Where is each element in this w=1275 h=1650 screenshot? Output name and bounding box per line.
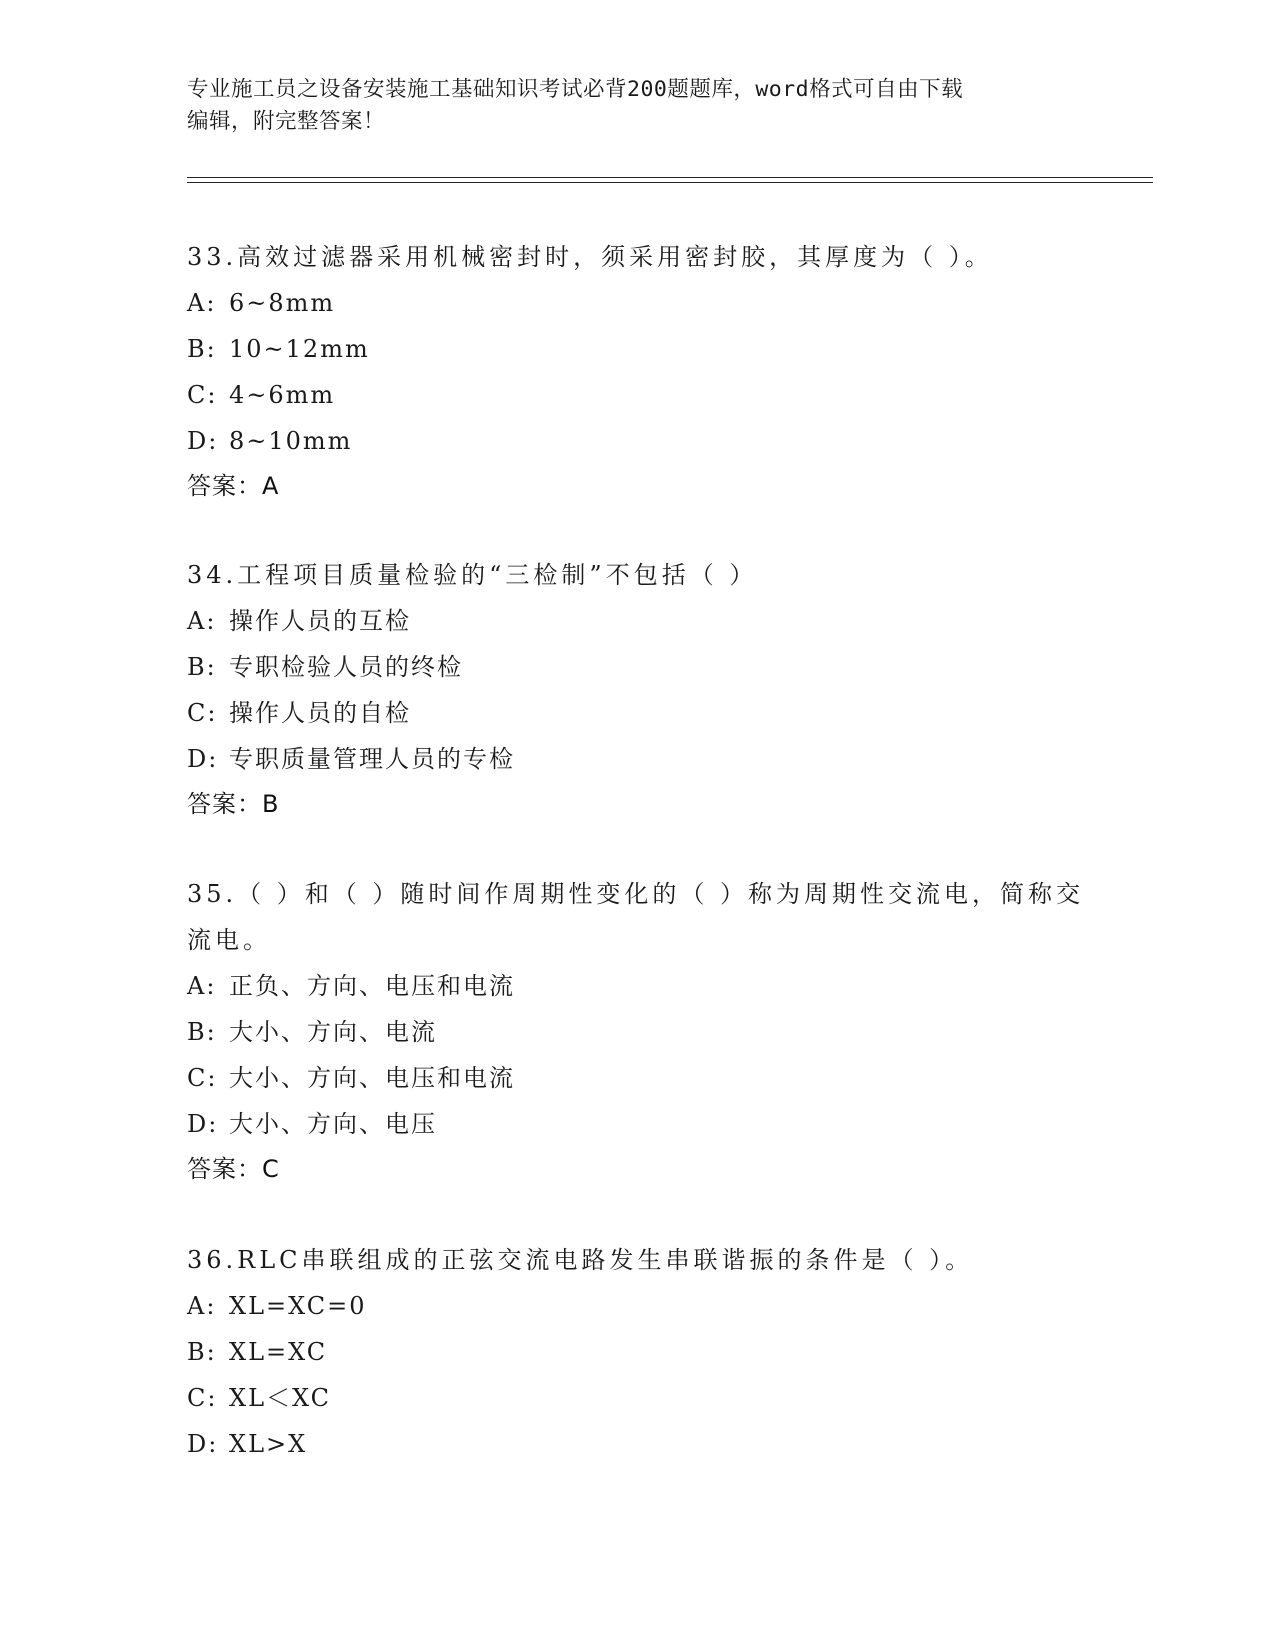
option-letter: C:: [187, 1064, 218, 1092]
option-text: 专职检验人员的终检: [229, 653, 463, 681]
option-c: [187, 1375, 1087, 1421]
question-stem: 34.工程项目质量检验的“三检制”不包括（ ）: [187, 561, 758, 589]
option-a: [187, 598, 1087, 644]
option-letter: B:: [187, 1018, 217, 1046]
option-b: [187, 1329, 1087, 1375]
option-letter: D:: [187, 427, 219, 455]
option-a: [187, 1283, 1087, 1329]
option-d: [187, 736, 1087, 782]
option-text: 操作人员的自检: [229, 699, 411, 727]
option-letter: A:: [187, 607, 217, 635]
option-text: XL=XC=0: [229, 1292, 367, 1320]
option-letter: C:: [187, 1384, 218, 1412]
header-line-2: 编辑，附完整答案！: [187, 109, 386, 134]
header-divider-top: [187, 177, 1153, 178]
option-d: [187, 1421, 1087, 1467]
question-stem: 35.（ ）和（ ）随时间作周期性变化的（ ）称为周期性交流电，简称交流电。: [187, 880, 1085, 954]
option-text: 大小、方向、电压: [229, 1110, 437, 1138]
question-stem: 33.高效过滤器采用机械密封时，须采用密封胶，其厚度为（ ）。: [187, 243, 993, 271]
option-text: 专职质量管理人员的专检: [229, 745, 515, 773]
option-text: 10~12mm: [229, 335, 370, 363]
header-divider-bottom: [187, 182, 1153, 183]
option-letter: C:: [187, 699, 218, 727]
option-c: [187, 1055, 1087, 1101]
document-header: [187, 74, 1087, 138]
answer: 答案：B: [187, 790, 280, 818]
option-letter: B:: [187, 1338, 217, 1366]
option-letter: D:: [187, 1110, 219, 1138]
option-b: [187, 644, 1087, 690]
option-letter: D:: [187, 1430, 219, 1458]
option-c: [187, 372, 1087, 418]
option-a: [187, 963, 1087, 1009]
option-text: 4~6mm: [229, 381, 336, 409]
option-text: 操作人员的互检: [229, 607, 411, 635]
answer: 答案：A: [187, 472, 280, 500]
option-text: 6~8mm: [229, 289, 336, 317]
option-text: 8~10mm: [229, 427, 353, 455]
option-c: [187, 690, 1087, 736]
option-text: 大小、方向、电流: [229, 1018, 437, 1046]
option-text: XL=XC: [229, 1338, 328, 1366]
option-letter: A:: [187, 972, 217, 1000]
option-d: [187, 1101, 1087, 1147]
question-stem: 36.RLC串联组成的正弦交流电路发生串联谐振的条件是（ ）。: [187, 1246, 974, 1274]
option-d: [187, 418, 1087, 464]
option-letter: B:: [187, 653, 217, 681]
option-b: [187, 326, 1087, 372]
option-b: [187, 1009, 1087, 1055]
option-text: XL＜XC: [229, 1384, 332, 1412]
header-line-1: 专业施工员之设备安装施工基础知识考试必背200题题库，word格式可自由下载: [187, 77, 964, 102]
question-33: [187, 234, 1087, 508]
question-34: [187, 552, 1087, 826]
answer: 答案：C: [187, 1155, 280, 1183]
option-letter: C:: [187, 381, 218, 409]
option-letter: A:: [187, 1292, 217, 1320]
option-a: [187, 280, 1087, 326]
question-36: [187, 1237, 1087, 1467]
question-35: [187, 871, 1087, 1191]
option-letter: B:: [187, 335, 217, 363]
option-text: 大小、方向、电压和电流: [229, 1064, 515, 1092]
option-text: 正负、方向、电压和电流: [229, 972, 515, 1000]
option-letter: A:: [187, 289, 217, 317]
option-text: XL>X: [229, 1430, 308, 1458]
option-letter: D:: [187, 745, 219, 773]
